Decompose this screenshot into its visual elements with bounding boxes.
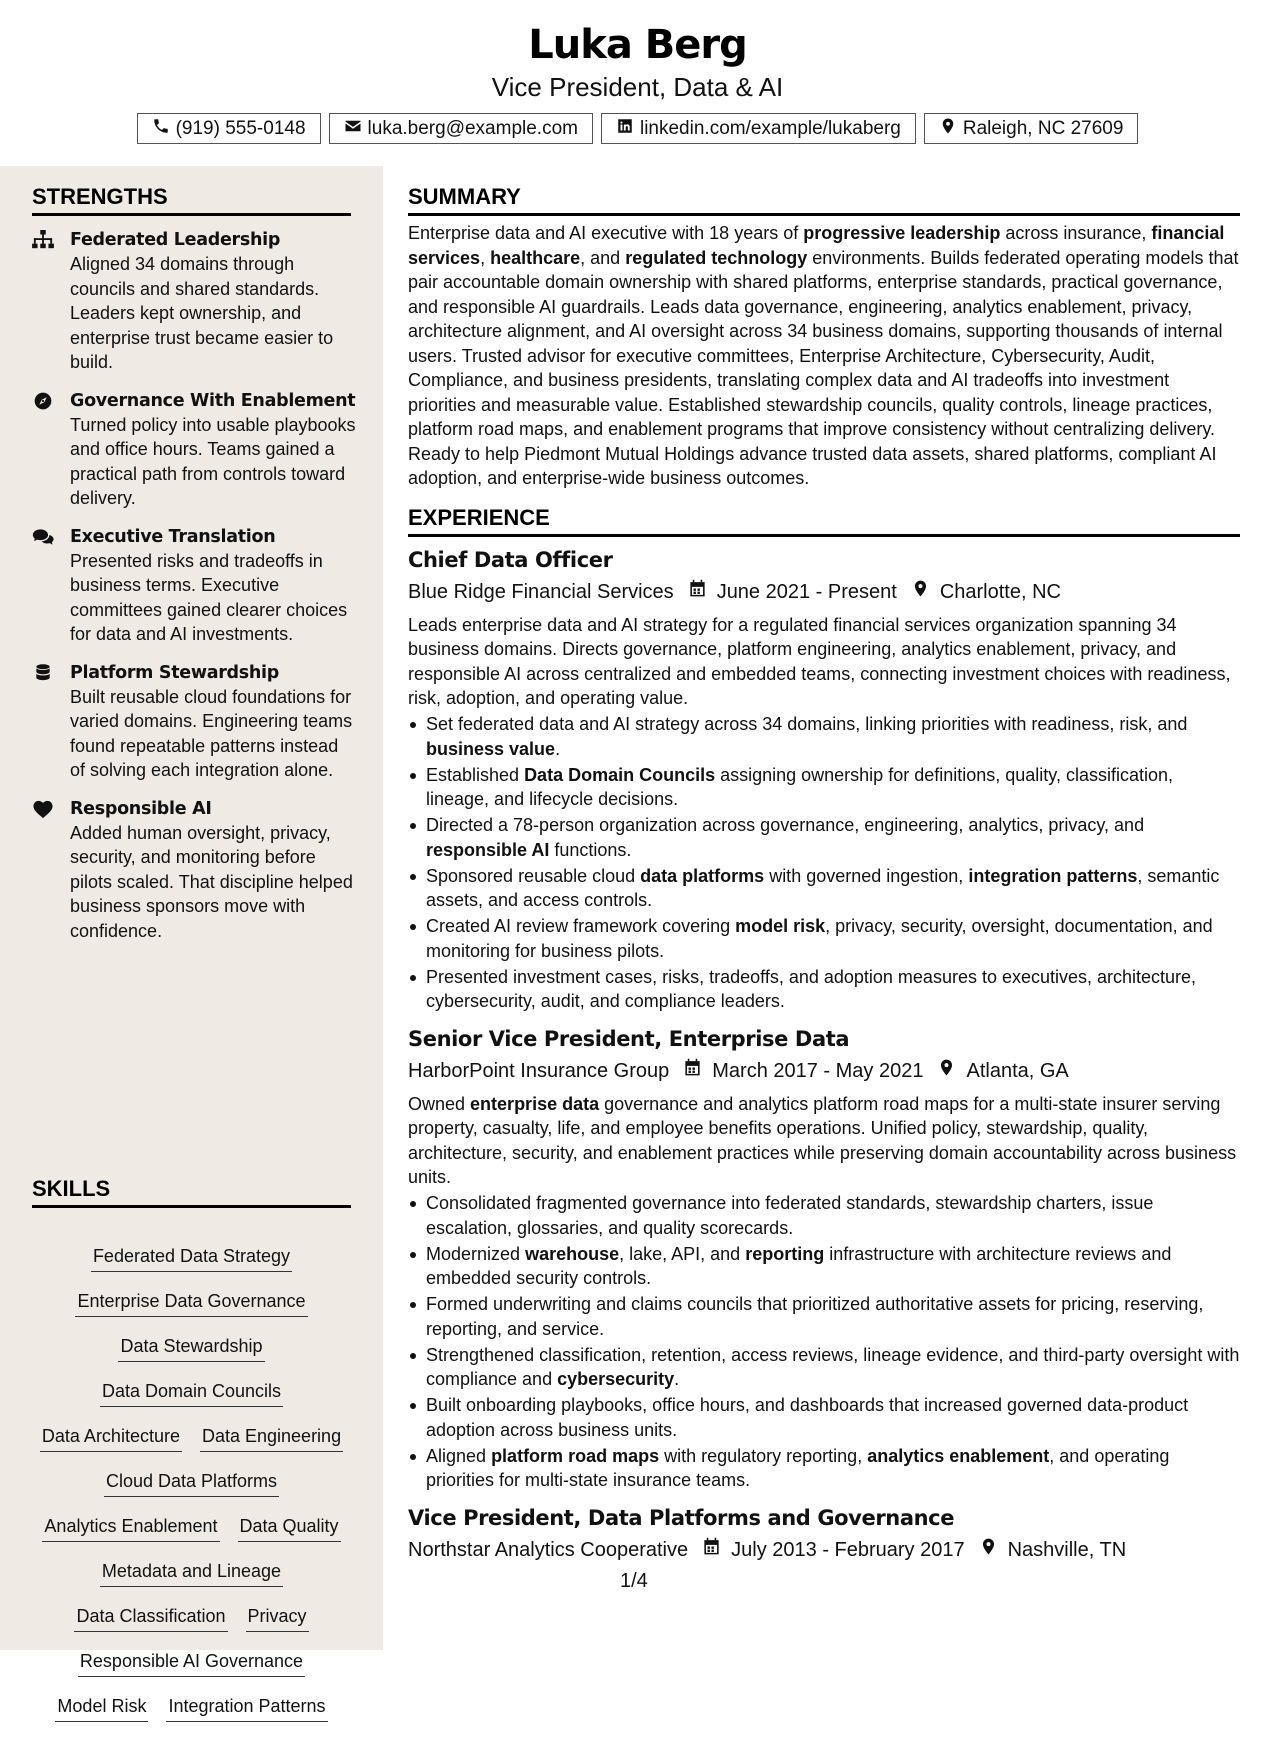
- skill-row: [32, 1424, 351, 1469]
- bullet-item: Sponsored reusable cloud data platforms with governed ingestion, integration patterns, semantic assets, and access controls.: [408, 864, 1240, 913]
- skill-tag: Enterprise Data Governance: [75, 1289, 307, 1317]
- emphasis-text: analytics enablement: [867, 1445, 1050, 1466]
- compass-icon: [32, 389, 56, 511]
- skill-tag: Data Domain Councils: [100, 1379, 283, 1407]
- skill-tag: Analytics Enablement: [42, 1514, 219, 1542]
- skill-row: [32, 1379, 351, 1424]
- contact-location-text: Raleigh, NC 27609: [962, 117, 1124, 139]
- role-dates: July 2013 - February 2017: [731, 1538, 965, 1561]
- skill-row: [32, 1514, 351, 1559]
- role-bullets: [408, 1191, 1240, 1493]
- strength-item: [32, 228, 357, 375]
- role-title: Vice President, Data Platforms and Governance: [408, 1505, 955, 1530]
- page-number: 1/4: [620, 1570, 648, 1592]
- skill-tag: Federated Data Strategy: [91, 1244, 292, 1272]
- contact-phone[interactable]: [137, 113, 321, 144]
- emphasis-text: model risk: [735, 916, 826, 936]
- skill-tag: Model Risk: [55, 1694, 148, 1722]
- strength-item: [32, 525, 357, 647]
- location-pin-icon: [923, 1056, 966, 1086]
- candidate-title: Vice President, Data & AI: [491, 72, 784, 102]
- location-pin-icon: [965, 1535, 1008, 1565]
- emphasis-text: integration patterns: [968, 865, 1138, 886]
- skill-tag: Data Quality: [238, 1514, 341, 1542]
- experience-role: [408, 1503, 1240, 1565]
- emphasis-text: enterprise data: [470, 1093, 600, 1114]
- calendar-icon: [674, 577, 717, 607]
- role-description: Leads enterprise data and AI strategy for a regulated financial services organization spanning 34 business domains. Directs governance, platform engineering, analytics enablement, privacy, and responsible AI across centralized and embedded teams, connecting investment choices with readiness, risk, adoption, and operating value.: [408, 614, 1231, 708]
- skill-tag: Data Engineering: [200, 1424, 343, 1452]
- summary-heading: SUMMARY: [408, 184, 1240, 216]
- skill-tag: Data Architecture: [40, 1424, 182, 1452]
- skill-tag: Data Classification: [74, 1604, 227, 1632]
- location-pin-icon: [939, 117, 957, 141]
- skill-row: [32, 1244, 351, 1289]
- bullet-item: Built onboarding playbooks, office hours, and dashboards that increased governed data-product adoption across business units.: [408, 1393, 1240, 1442]
- experience-role: [408, 545, 1240, 1014]
- strength-item: [32, 389, 357, 511]
- strength-title: Federated Leadership: [70, 230, 281, 250]
- strength-description: Aligned 34 domains through councils and shared standards. Leaders kept ownership, and enterprise trust became easier to build.: [70, 254, 334, 372]
- strength-description: Added human oversight, privacy, security, and monitoring before pilots scaled. That discipline helped business sponsors move with confidence.: [70, 822, 353, 941]
- role-location: Nashville, TN: [1007, 1538, 1127, 1561]
- emphasis-text: data platforms: [640, 865, 765, 886]
- phone-icon: [152, 117, 170, 141]
- role-company: Northstar Analytics Cooperative: [408, 1538, 689, 1561]
- strengths-heading: STRENGTHS: [32, 184, 351, 216]
- emphasis-text: cybersecurity: [557, 1369, 675, 1389]
- experience-role: [408, 1024, 1240, 1493]
- skill-row: [32, 1694, 351, 1739]
- strength-title: Governance With Enablement: [70, 390, 356, 411]
- skill-row: [32, 1289, 351, 1334]
- skills-list: [32, 1244, 351, 1739]
- strength-description: Turned policy into usable playbooks and office hours. Teams gained a practical path from controls toward delivery.: [70, 414, 356, 508]
- role-title: Chief Data Officer: [408, 547, 613, 572]
- contact-email[interactable]: [329, 113, 593, 144]
- bullet-item: Created AI review framework covering model risk, privacy, security, oversight, documentation, and monitoring for business pilots.: [408, 914, 1240, 963]
- skill-tag: Metadata and Lineage: [100, 1559, 283, 1587]
- contact-bar: [0, 113, 1275, 144]
- skill-tag: Data Stewardship: [118, 1334, 264, 1362]
- main-column: [408, 166, 1240, 1565]
- emphasis-text: regulated technology: [625, 247, 808, 268]
- bullet-item: Presented investment cases, risks, tradeoffs, and adoption measures to executives, architecture, cybersecurity, audit, and compliance leaders.: [408, 965, 1240, 1014]
- skill-tag: Integration Patterns: [166, 1694, 327, 1722]
- comments-icon: [32, 525, 56, 647]
- database-icon: [32, 661, 56, 783]
- calendar-icon: [688, 1535, 731, 1565]
- contact-email-text: luka.berg@example.com: [367, 117, 578, 139]
- emphasis-text: reporting: [745, 1243, 825, 1264]
- skill-row: [32, 1469, 351, 1514]
- emphasis-text: responsible AI: [426, 839, 550, 860]
- role-location: Atlanta, GA: [966, 1059, 1069, 1082]
- bullet-item: Consolidated fragmented governance into federated standards, stewardship charters, issue escalation, glossaries, and quality scorecards.: [408, 1191, 1240, 1240]
- role-dates: June 2021 - Present: [716, 580, 897, 603]
- skill-row: [32, 1559, 351, 1604]
- linkedin-icon: [616, 117, 634, 141]
- emphasis-text: financial services: [408, 223, 1225, 268]
- contact-linkedin[interactable]: [601, 113, 916, 144]
- contact-location: [924, 113, 1139, 144]
- emphasis-text: business value: [426, 738, 556, 759]
- emphasis-text: warehouse: [525, 1243, 620, 1264]
- strength-description: Built reusable cloud foundations for varied domains. Engineering teams found repeatable patterns instead of solving each integration alone.: [70, 686, 353, 780]
- heart-icon: [32, 797, 56, 944]
- role-company: Blue Ridge Financial Services: [408, 580, 674, 603]
- role-company: HarborPoint Insurance Group: [408, 1059, 670, 1082]
- contact-linkedin-text: linkedin.com/example/lukaberg: [639, 117, 901, 139]
- skill-row: [32, 1649, 351, 1694]
- role-meta: [408, 1056, 1240, 1086]
- role-meta: [408, 577, 1240, 607]
- role-bullets: [408, 712, 1240, 1014]
- emphasis-text: Data Domain Councils: [524, 764, 716, 785]
- skill-tag: Cloud Data Platforms: [104, 1469, 279, 1497]
- calendar-icon: [669, 1056, 712, 1086]
- resume-header: [0, 0, 1275, 166]
- role-location: Charlotte, NC: [939, 580, 1061, 603]
- bullet-item: Modernized warehouse, lake, API, and reporting infrastructure with architecture reviews and embedded security controls.: [408, 1242, 1240, 1291]
- bullet-item: Set federated data and AI strategy across 34 domains, linking priorities with readiness, risk, and business value.: [408, 712, 1240, 761]
- bullet-item: Directed a 78-person organization across governance, engineering, analytics, privacy, and responsible AI functions.: [408, 813, 1240, 862]
- strength-title: Platform Stewardship: [70, 662, 279, 683]
- summary-paragraph: Enterprise data and AI executive with 18 years of progressive leadership across insurance, financial services, healthcare, and regulated technology environments. Builds federated operating models that pair accountable domain ownership with shared platforms, enterprise standards, practical governance, and responsible AI guardrails. Leads data governance, engineering, analytics enablement, privacy, architecture alignment, and AI oversight across 34 business domains, supporting thousands of internal users. Trusted advisor for executive committees, Enterprise Architecture, Cybersecurity, Audit, Compliance, and business presidents, translating complex data and AI tradeoffs into investment priorities and measurable value. Established stewardship councils, quality controls, lineage practices, platform road maps, and enablement programs that improve consistency without centralizing delivery. Ready to help Piedmont Mutual Holdings advance trusted data assets, shared platforms, compliant AI adoption, and enterprise-wide business outcomes.: [408, 223, 1239, 488]
- experience-heading: EXPERIENCE: [408, 505, 1240, 537]
- strengths-list: [32, 228, 357, 957]
- skills-heading: SKILLS: [32, 1176, 351, 1208]
- role-dates: March 2017 - May 2021: [712, 1059, 924, 1082]
- envelope-icon: [344, 117, 362, 141]
- strength-title: Executive Translation: [70, 526, 276, 547]
- strength-title: Responsible AI: [70, 798, 212, 819]
- skill-row: [32, 1334, 351, 1379]
- emphasis-text: progressive leadership: [803, 223, 1001, 243]
- strength-description: Presented risks and tradeoffs in business terms. Executive committees gained clearer choices for data and AI investments.: [70, 550, 348, 644]
- role-description: Owned enterprise data governance and analytics platform road maps for a multi-state insurer serving property, casualty, life, and employee benefits operations. Unified policy, stewardship, quality, architecture, security, and enablement practices while preserving domain accountability across business units.: [408, 1093, 1237, 1187]
- candidate-name: Luka Berg: [528, 22, 747, 68]
- skill-tag: Privacy: [246, 1604, 309, 1632]
- skill-row: [32, 1604, 351, 1649]
- role-meta: [408, 1535, 1240, 1565]
- strength-item: [32, 661, 357, 783]
- contact-phone-text: (919) 555-0148: [175, 117, 306, 139]
- bullet-item: Formed underwriting and claims councils that prioritized authoritative assets for pricing, reserving, reporting, and service.: [408, 1292, 1240, 1341]
- emphasis-text: healthcare: [490, 247, 581, 268]
- role-title: Senior Vice President, Enterprise Data: [408, 1026, 850, 1051]
- bullet-item: Established Data Domain Councils assigning ownership for definitions, quality, classification, lineage, and lifecycle decisions.: [408, 763, 1240, 812]
- sidebar: [0, 166, 383, 1716]
- bullet-item: Aligned platform road maps with regulatory reporting, analytics enablement, and operating priorities for multi-state insurance teams.: [408, 1444, 1240, 1493]
- bullet-item: Strengthened classification, retention, access reviews, lineage evidence, and third-party oversight with compliance and cybersecurity.: [408, 1343, 1240, 1392]
- strength-item: [32, 797, 357, 944]
- skill-tag: Responsible AI Governance: [78, 1649, 305, 1677]
- location-pin-icon: [897, 577, 940, 607]
- emphasis-text: platform road maps: [491, 1445, 660, 1466]
- org-chart-icon: [32, 228, 56, 375]
